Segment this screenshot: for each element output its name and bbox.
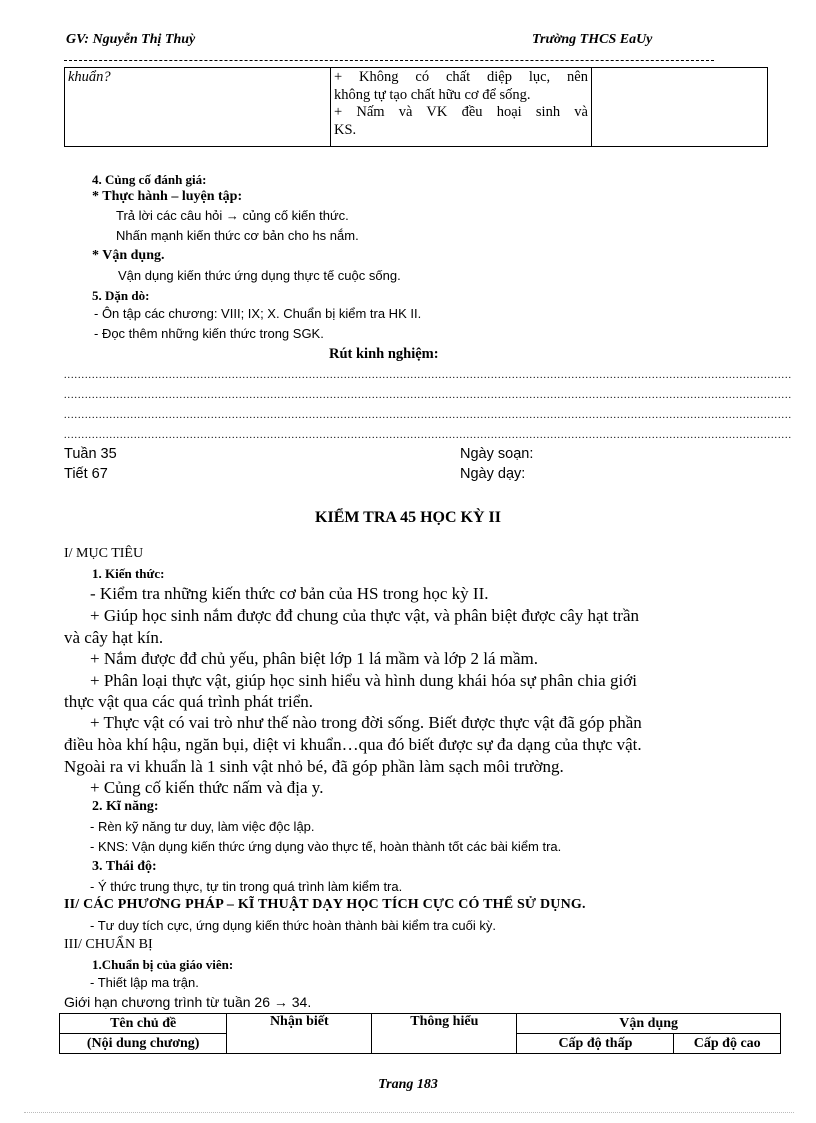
dotted-line: ................................................................................................................................................................................................................	[64, 370, 792, 381]
vandung-line: Vận dụng kiến thức ứng dụng thực tế cuộc sống.	[118, 268, 401, 283]
kienthuc-line: điều hòa khí hậu, ngăn bụi, diệt vi khuẩn…qua đó biết được sự đa dạng của thực vật.	[64, 735, 642, 754]
chuanbi-gv-heading: 1.Chuẩn bị của giáo viên:	[92, 957, 234, 972]
dando-line: - Ôn tập các chương: VIII; IX; X. Chuẩn bị kiểm tra HK II.	[94, 306, 422, 321]
dando-heading: 5. Dặn dò:	[92, 288, 150, 303]
dando-line: - Đọc thêm những kiến thức trong SGK.	[94, 326, 324, 341]
matrix-header-cap-do-cao: Cấp độ cao	[674, 1034, 781, 1054]
top-table-line: không tự tạo chất hữu cơ để sống.	[334, 86, 531, 103]
top-table-line: KS.	[334, 121, 357, 138]
thaido-line: - Ý thức trung thực, tự tin trong quá trình làm kiểm tra.	[90, 879, 403, 894]
thaido-heading: 3. Thái độ:	[92, 859, 157, 874]
page-title: KIỂM TRA 45 HỌC KỲ II	[315, 509, 501, 526]
chuanbi-heading: III/ CHUẨN BỊ	[64, 937, 153, 952]
matrix-header-cap-do-thap: Cấp độ thấp	[517, 1034, 674, 1054]
kienthuc-heading: 1. Kiến thức:	[92, 566, 165, 581]
vandung-heading: * Vận dụng.	[92, 248, 165, 263]
thuchanh-line: Trả lời các câu hỏi → củng cố kiến thức.	[116, 208, 349, 223]
tiet-label: Tiết 67	[64, 466, 108, 482]
matrix-header-van-dung: Vận dụng	[517, 1014, 781, 1034]
kienthuc-line: + Phân loại thực vật, giúp học sinh hiểu và hình dung khái hóa sự phân chia giới	[90, 671, 637, 690]
top-table-col2	[331, 68, 592, 147]
header-teacher: GV: Nguyễn Thị Thuỳ	[66, 32, 196, 47]
kienthuc-line: thực vật qua các quá trình phát triển.	[64, 692, 314, 711]
kinang-heading: 2. Kĩ năng:	[92, 799, 159, 814]
kienthuc-line: + Giúp học sinh nắm được đđ chung của thực vật, và phân biệt được cây hạt trần	[90, 606, 639, 625]
thuchanh-line: Nhấn mạnh kiến thức cơ bản cho hs nắm.	[116, 228, 359, 243]
kinang-line: - Rèn kỹ năng tư duy, làm việc độc lập.	[90, 819, 315, 834]
dotted-line: ................................................................................................................................................................................................................	[64, 390, 792, 401]
top-table-line: + Không có chất diệp lục, nên	[334, 69, 588, 85]
phuongphap-heading: II/ CÁC PHƯƠNG PHÁP – KĨ THUẬT DẠY HỌC TÍCH CỰC CÓ THỂ SỬ DỤNG.	[64, 897, 586, 912]
rutkinhnghiem-heading: Rút kinh nghiệm:	[329, 346, 439, 362]
tuan-label: Tuần 35	[64, 446, 117, 462]
page-number: Trang 183	[378, 1077, 438, 1092]
ngay-day-label: Ngày dạy:	[460, 466, 526, 482]
header-school: Trường THCS EaUy	[532, 32, 653, 47]
chuanbi-gv-line: - Thiết lập ma trận.	[90, 975, 199, 990]
dotted-line: ................................................................................................................................................................................................................	[64, 410, 792, 421]
matrix-header-nhan-biet: Nhận biết	[227, 1014, 372, 1054]
matrix-table	[59, 1013, 781, 1054]
top-table	[64, 67, 768, 147]
muctieu-heading: I/ MỤC TIÊU	[64, 546, 144, 561]
page-bottom-divider	[24, 1112, 794, 1113]
kienthuc-line: + Củng cố kiến thức nấm và địa y.	[90, 778, 324, 797]
ngay-soan-label: Ngày soạn:	[460, 446, 534, 462]
kienthuc-line: và cây hạt kín.	[64, 628, 164, 647]
top-table-col3	[592, 68, 768, 147]
top-table-line: + Nấm và VK đều hoại sinh và	[334, 104, 588, 120]
kienthuc-line: + Thực vật có vai trò như thế nào trong đời sống. Biết được thực vật đã góp phần	[90, 713, 642, 732]
matrix-header-noi-dung: (Nội dung chương)	[60, 1034, 227, 1054]
gioihan-line: Giới hạn chương trình từ tuần 26 → 34.	[64, 994, 312, 1010]
kienthuc-line: Ngoài ra vi khuẩn là 1 sinh vật nhỏ bé, đã góp phần làm sạch môi trường.	[64, 757, 564, 776]
dotted-line: ................................................................................................................................................................................................................	[64, 430, 792, 441]
phuongphap-line: - Tư duy tích cực, ứng dụng kiến thức hoàn thành bài kiểm tra cuối kỳ.	[90, 918, 496, 933]
header-divider	[64, 60, 714, 61]
matrix-header-thong-hieu: Thông hiểu	[372, 1014, 517, 1054]
kienthuc-line: - Kiểm tra những kiến thức cơ bản của HS trong học kỳ II.	[90, 584, 489, 603]
top-table-col1: khuẩn?	[65, 68, 331, 147]
cungco-heading: 4. Củng cố đánh giá:	[92, 172, 207, 187]
thuchanh-heading: * Thực hành – luyện tập:	[92, 189, 243, 204]
kinang-line: - KNS: Vận dụng kiến thức ứng dụng vào thực tế, hoàn thành tốt các bài kiểm tra.	[90, 839, 562, 854]
kienthuc-line: + Nắm được đđ chủ yếu, phân biệt lớp 1 lá mầm và lớp 2 lá mầm.	[90, 649, 539, 668]
matrix-header-ten-chu-de: Tên chủ đề	[60, 1014, 227, 1034]
